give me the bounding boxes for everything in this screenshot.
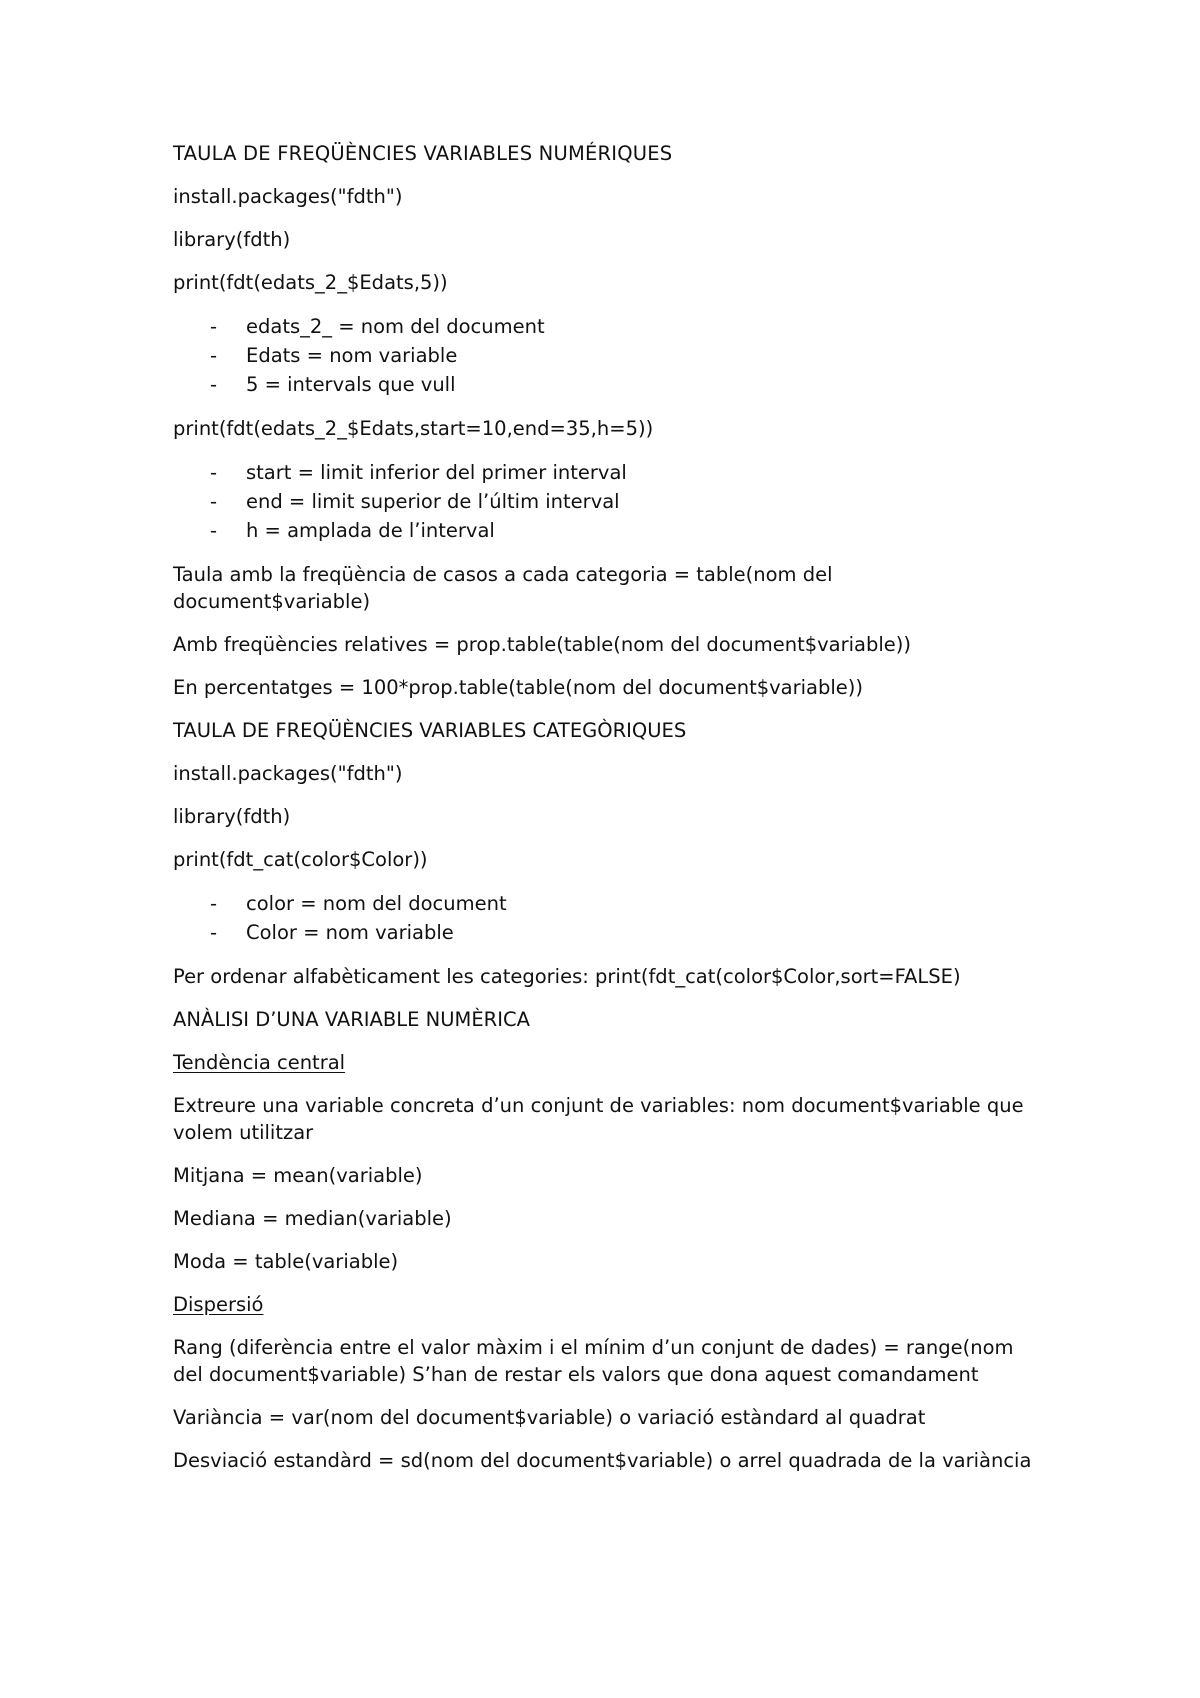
paragraph: Amb freqüències relatives = prop.table(table(nom del document$variable)) [173,633,912,656]
subheading-dispersion: Dispersió [173,1293,264,1316]
code-line: install.packages("fdth") [173,185,403,208]
paragraph: Desviació estandàrd = sd(nom del document$variable) o arrel quadrada de la variància [173,1449,1032,1472]
paragraph: En percentatges = 100*prop.table(table(nom del document$variable)) [173,676,864,699]
paragraph: Mediana = median(variable) [173,1207,452,1230]
dash-bullet: - [210,921,218,944]
dash-list [173,458,1033,545]
section-heading-categorical-frequency: TAULA DE FREQÜÈNCIES VARIABLES CATEGÒRIQUES [173,719,687,742]
code-line: print(fdt(edats_2_$Edats,start=10,end=35,h=5)) [173,417,654,440]
dash-bullet: - [210,519,218,542]
dash-list [173,889,1033,947]
code-line: library(fdth) [173,228,291,251]
paragraph: Variància = var(nom del document$variable) o variació estàndard al quadrat [173,1406,926,1429]
dash-list [173,312,1033,399]
dash-bullet: - [210,315,218,338]
dash-bullet: - [210,461,218,484]
section-heading-numeric-frequency: TAULA DE FREQÜÈNCIES VARIABLES NUMÉRIQUES [173,142,673,165]
paragraph: Moda = table(variable) [173,1250,399,1273]
list-item: - Edats = nom variable [173,341,1033,370]
list-item: - h = amplada de l’interval [173,516,1033,545]
code-line: install.packages("fdth") [173,762,403,785]
list-item: - end = limit superior de l’últim interval [173,487,1033,516]
section-heading-numeric-analysis: ANÀLISI D’UNA VARIABLE NUMÈRICA [173,1008,530,1031]
dash-bullet: - [210,490,218,513]
list-item: - edats_2_ = nom del document [173,312,1033,341]
document-page [173,140,1033,1490]
paragraph: Per ordenar alfabèticament les categories: print(fdt_cat(color$Color,sort=FALSE) [173,965,961,988]
code-line: print(fdt_cat(color$Color)) [173,848,428,871]
code-line: print(fdt(edats_2_$Edats,5)) [173,271,448,294]
paragraph: Extreure una variable concreta d’un conjunt de variables: nom document$variable que volem utilitzar [173,1094,1024,1144]
subheading-central-tendency: Tendència central [173,1051,346,1074]
paragraph: Rang (diferència entre el valor màxim i el mínim d’un conjunt de dades) = range(nom del document$variable) S’han de restar els valors que dona aquest comandament [173,1336,1014,1386]
list-item: - Color = nom variable [173,918,1033,947]
list-item: - start = limit inferior del primer interval [173,458,1033,487]
dash-bullet: - [210,892,218,915]
dash-bullet: - [210,344,218,367]
list-item: - color = nom del document [173,889,1033,918]
list-item: - 5 = intervals que vull [173,370,1033,399]
dash-bullet: - [210,373,218,396]
paragraph: Taula amb la freqüència de casos a cada categoria = table(nom del document$variable) [173,563,833,613]
paragraph: Mitjana = mean(variable) [173,1164,423,1187]
code-line: library(fdth) [173,805,291,828]
